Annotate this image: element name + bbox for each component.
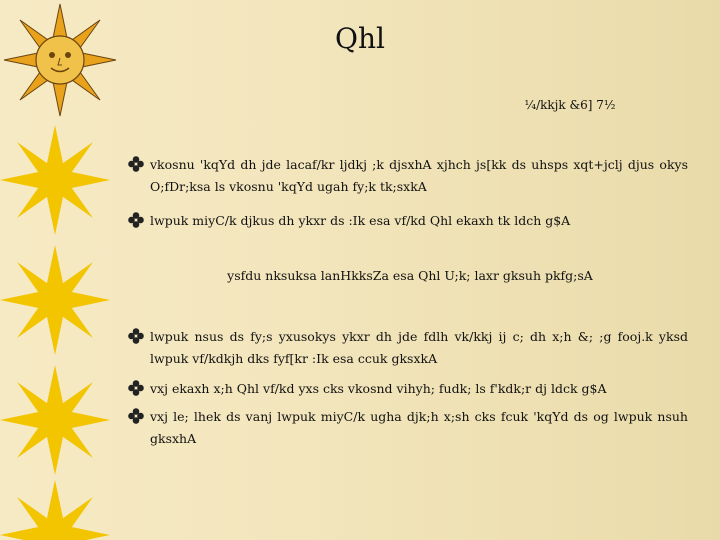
diamond-bullet-icon xyxy=(128,328,144,344)
bullet-item xyxy=(128,378,688,400)
sun-face-icon xyxy=(4,4,116,116)
diamond-bullet-icon xyxy=(128,380,144,396)
bullet-item xyxy=(128,326,688,370)
sun-decoration-strip xyxy=(0,0,120,540)
bullet-text: lwpuk miyC/k djkus dh ykxr ds :Ik esa vf/kd Qhl ekaxh tk ldch g$A xyxy=(150,213,571,228)
bullet-text: vkosnu 'kqYd dh jde lacaf/kr ljdkj ;k djsxhA xjhch js[kk ds uhsps xqt+jclj djus okys O;fDr;ksa ls vkosnu 'kqYd ugah fy;k tk;sxkA xyxy=(150,157,688,194)
slide-title: Qhl xyxy=(335,22,385,55)
bullet-item xyxy=(128,210,688,232)
bullet-text: vxj le; lhek ds vanj lwpuk miyC/k ugha djk;h x;sh cks fcuk 'kqYd ds og lwpuk nsuh gksxhA xyxy=(150,409,688,446)
diamond-bullet-icon xyxy=(128,156,144,172)
centered-note: ysfdu nksuksa lanHkksZa esa Qhl U;k; laxr gksuh pkfg;sA xyxy=(227,268,593,283)
sun-star-icon xyxy=(0,125,110,235)
diamond-bullet-icon xyxy=(128,212,144,228)
bullet-item xyxy=(128,406,688,450)
bullet-text: vxj ekaxh x;h Qhl vf/kd yxs cks vkosnd vihyh; fudk; ls f'kdk;r dj ldck g$A xyxy=(150,381,607,396)
bullet-item xyxy=(128,154,688,198)
sun-star-icon xyxy=(0,245,110,355)
sun-star-icon xyxy=(0,365,110,475)
sun-star-icon xyxy=(0,480,110,540)
bullet-text: lwpuk nsus ds fy;s yxusokys ykxr dh jde fdlh vk/kkj ij c; dh x;h &; ;g fooj.k yksd lwpuk vf/kdkjh dks fyf[kr :Ik esa ccuk gksxkA xyxy=(150,329,688,366)
slide-subtitle: ¼/kkjk &6] 7½ xyxy=(524,98,616,112)
diamond-bullet-icon xyxy=(128,408,144,424)
